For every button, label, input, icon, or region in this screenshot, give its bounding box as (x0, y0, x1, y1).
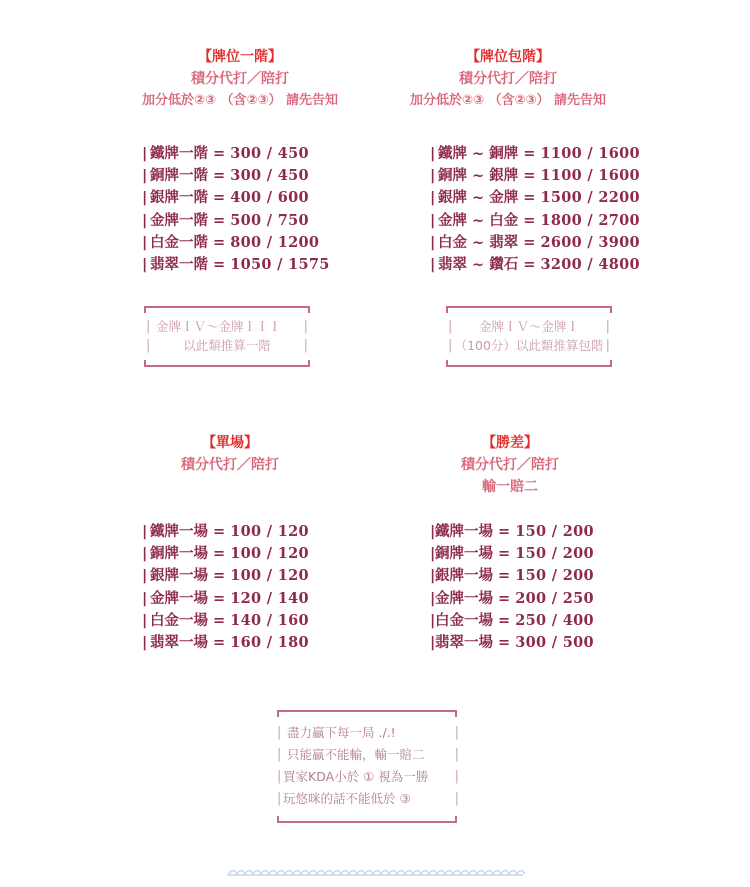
price-row: |銀牌一場 = 150 / 200 (430, 567, 594, 585)
single-game-title: 【單場】 (202, 435, 258, 451)
win-diff-title: 【勝差】 (482, 435, 538, 451)
rank-single-note: 加分低於②③ （含②③） 請先告知 (141, 93, 339, 108)
rule-line: 盡力贏下每一局 ./.! (287, 725, 396, 740)
price-row: | 銀牌一場 = 100 / 120 (142, 567, 309, 585)
single-game-header (110, 432, 350, 476)
price-row: | 銅牌 ~ 銀牌 = 1100 / 1600 (430, 167, 640, 185)
price-row: | 白金 ~ 翡翠 = 2600 / 3900 (430, 233, 640, 251)
price-row: | 白金一場 = 140 / 160 (142, 611, 309, 629)
rank-package-note: 加分低於②③ （含②③） 請先告知 (409, 93, 607, 108)
rank-package-subtitle: 積分代打／陪打 (459, 71, 557, 87)
box-line: 以此類推算一階 (183, 338, 271, 353)
price-row: |銅牌一場 = 150 / 200 (430, 545, 594, 563)
rule-line: 只能贏不能輸，輸一賠二 (287, 747, 425, 762)
box-line: 金牌ＩＶ～金牌Ｉ (478, 319, 579, 334)
rule-line: 買家KDA小於 ① 視為一勝 (283, 769, 429, 784)
rank-package-note-box: | | | | 金牌ＩＶ～金牌Ｉ （100分）以此類推算包階 (446, 306, 612, 367)
price-row: |翡翠一場 = 300 / 500 (430, 633, 594, 651)
price-row: | 銀牌一階 = 400 / 600 (142, 189, 309, 207)
price-row: | 銅牌一階 = 300 / 450 (142, 167, 309, 185)
win-diff-subtitle-2: 輸一賠二 (482, 479, 538, 495)
price-row: | 銀牌 ~ 金牌 = 1500 / 2200 (430, 189, 640, 207)
price-row: | 白金一階 = 800 / 1200 (142, 233, 320, 251)
box-line: 金牌ＩＶ～金牌ＩＩＩ (156, 319, 282, 334)
rank-single-note-box: | | | | 金牌ＩＶ～金牌ＩＩＩ 以此類推算一階 (144, 306, 310, 367)
price-row: | 翡翠一場 = 160 / 180 (142, 633, 309, 651)
rule-line: 玩悠咪的話不能低於 ③ (283, 791, 411, 806)
price-row: | 鐵牌一階 = 300 / 450 (142, 145, 309, 162)
price-row: | 鐵牌 ~ 銅牌 = 1100 / 1600 (430, 145, 640, 162)
rank-single-subtitle: 積分代打／陪打 (191, 71, 289, 87)
price-row: | 鐵牌一場 = 100 / 120 (142, 523, 309, 540)
rank-package-price-list (430, 143, 640, 276)
box-line: （100分）以此類推算包階 (454, 338, 604, 353)
price-row: | 翡翠一階 = 1050 / 1575 (142, 255, 330, 273)
price-row: | 金牌一場 = 120 / 140 (142, 589, 309, 607)
rank-single-header (120, 46, 360, 112)
win-diff-subtitle: 積分代打／陪打 (461, 457, 559, 473)
price-row: |白金一場 = 250 / 400 (430, 611, 594, 629)
price-row: |金牌一場 = 200 / 250 (430, 589, 594, 607)
win-diff-price-list (430, 521, 594, 654)
price-row: | 翡翠 ~ 鑽石 = 3200 / 4800 (430, 255, 640, 273)
price-row: |鐵牌一場 = 150 / 200 (430, 523, 594, 540)
single-game-subtitle: 積分代打／陪打 (181, 457, 279, 473)
rank-single-price-list (142, 143, 330, 276)
rank-single-title: 【牌位一階】 (198, 49, 282, 65)
single-game-price-list (142, 521, 309, 654)
win-diff-header (390, 432, 630, 498)
price-row: | 金牌一階 = 500 / 750 (142, 211, 309, 229)
price-row: | 銅牌一場 = 100 / 120 (142, 545, 309, 563)
wave-path (229, 871, 525, 875)
price-row: | 金牌 ~ 白金 = 1800 / 2700 (430, 211, 640, 229)
wave-border-decoration (225, 866, 525, 880)
rank-package-title: 【牌位包階】 (466, 49, 550, 65)
rules-note-box: | | | | | | | | 盡力贏下每一局 ./.! 只能贏不能輸，輸一賠二 買家KDA小於 ① 視為一勝 玩悠咪的話不能低於 ③ (277, 710, 457, 823)
rank-package-header (388, 46, 628, 112)
